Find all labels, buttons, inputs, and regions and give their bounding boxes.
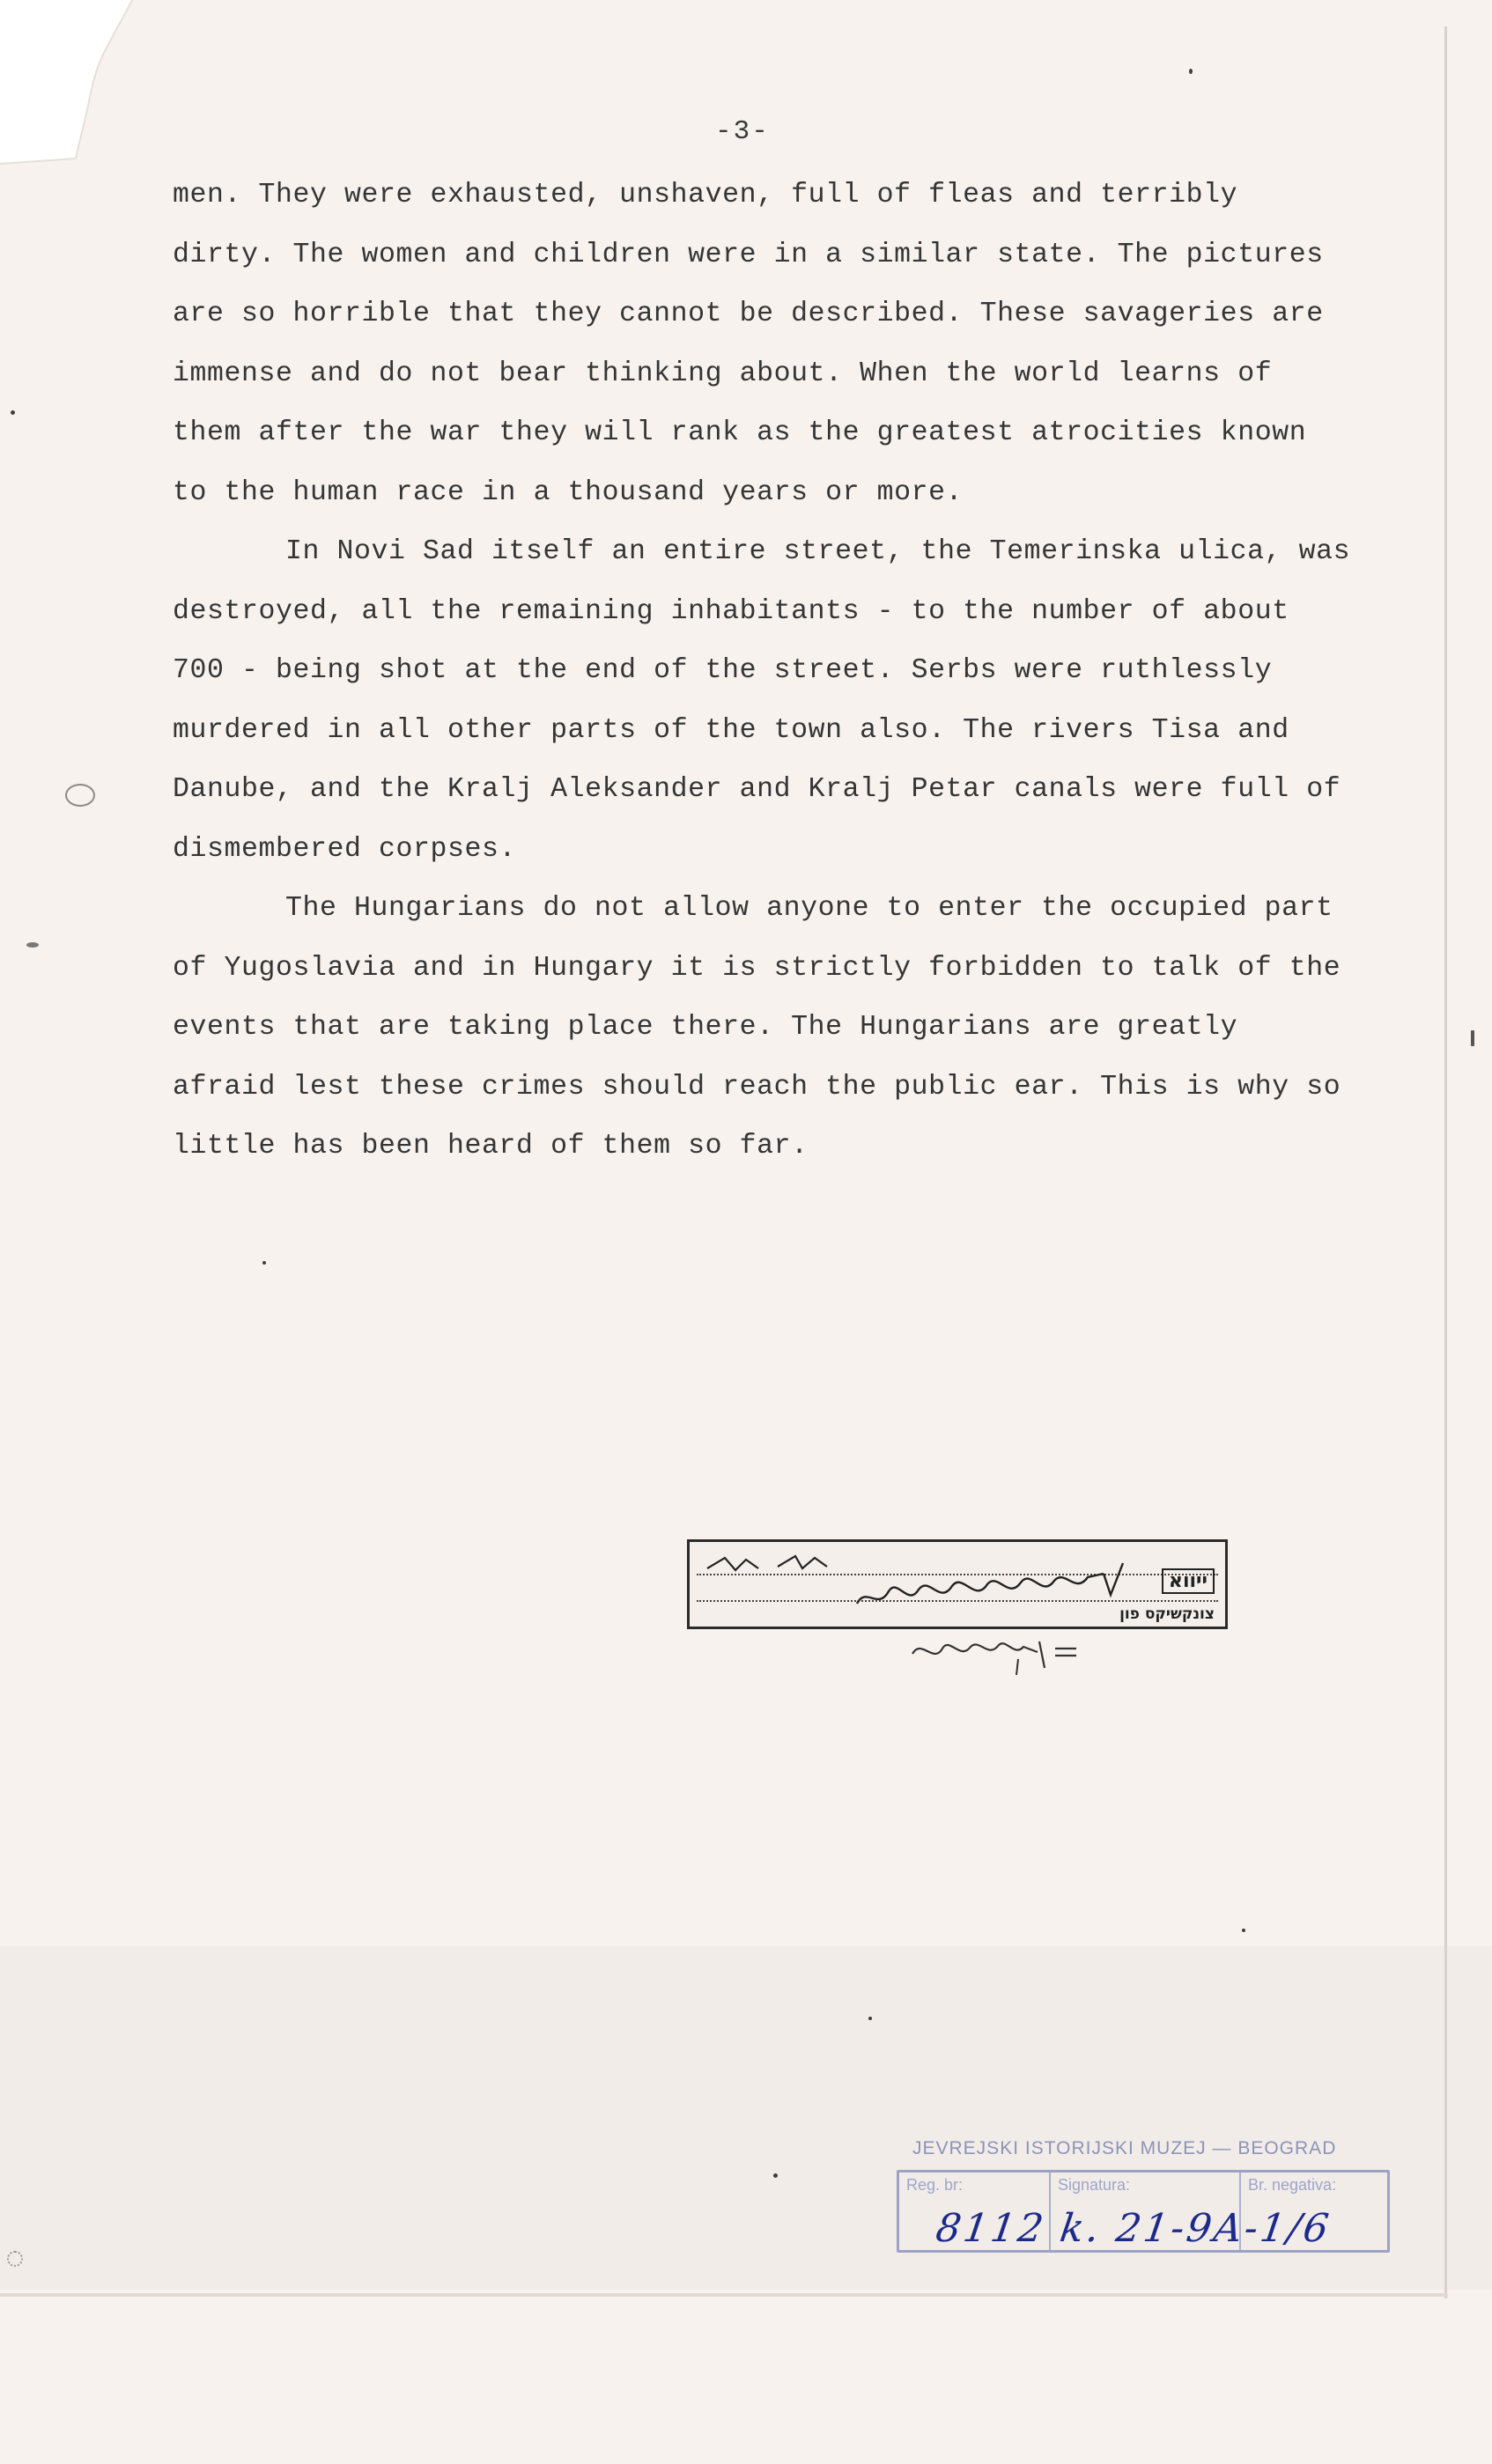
typed-body-text (173, 166, 1353, 1177)
paper-edge-bottom (0, 2293, 1448, 2297)
museum-stamp-box (897, 2170, 1390, 2253)
paper-speck (1471, 1030, 1474, 1046)
paper-speck (262, 1261, 266, 1265)
stamp-handwriting-icon (690, 1542, 1225, 1627)
paper-speck (1242, 1929, 1245, 1932)
stamp-archive-subtitle: צונקשיקס פון (1119, 1605, 1215, 1623)
paragraph-2: In Novi Sad itself an entire street, the Temerinska ulica, was destroyed, all the remaining inhabitants - to the number of about 700 - being shot at the end of the street. Serbs were ruthlessly murdered in all other parts of the town also. The rivers Tisa and Danube, and the Kralj Aleksander and Kralj Petar canals were full of dismembered corpses. (173, 536, 1351, 865)
page-number: -3- (715, 116, 770, 147)
paper-speck (65, 784, 95, 807)
paper-speck (868, 2017, 872, 2020)
negative-label: Br. negativa: (1248, 2176, 1337, 2194)
reg-label: Reg. br: (906, 2176, 964, 2194)
paragraph-1: men. They were exhausted, unshaven, full of fleas and terribly dirty. The women and children were in a similar state. The pictures are so horrible that they cannot be described. These savageries are immense and do not bear thinking about. When the world learns of them after the war they will rank as the greatest atrocities known to the human race in a thousand years or more. (173, 180, 1324, 508)
paper-edge-right (1444, 26, 1447, 2298)
torn-corner (0, 0, 167, 176)
handwritten-note-icon (907, 1629, 1083, 1682)
paper-speck (11, 410, 15, 415)
museum-registry-stamp (890, 2138, 1392, 2261)
paper-speck (26, 942, 39, 948)
yivo-archive-stamp (687, 1539, 1228, 1629)
stamp-archive-name: ייווא (1162, 1568, 1215, 1594)
registry-number-handwritten: 8112 k. 21-9A-1/6 (933, 2206, 1334, 2251)
paper-speck (7, 2251, 23, 2267)
paper-speck (1189, 69, 1193, 74)
signature-label: Signatura: (1058, 2176, 1131, 2194)
museum-stamp-header: JEVREJSKI ISTORIJSKI MUZEJ — BEOGRAD (912, 2138, 1337, 2158)
paragraph-3: The Hungarians do not allow anyone to enter the occupied part of Yugoslavia and in Hungary it is strictly forbidden to talk of the events that are taking place there. The Hungarians are greatly afraid lest these crimes should reach the public ear. This is why so little has been heard of them so far. (173, 893, 1341, 1162)
paper-speck (773, 2173, 778, 2178)
